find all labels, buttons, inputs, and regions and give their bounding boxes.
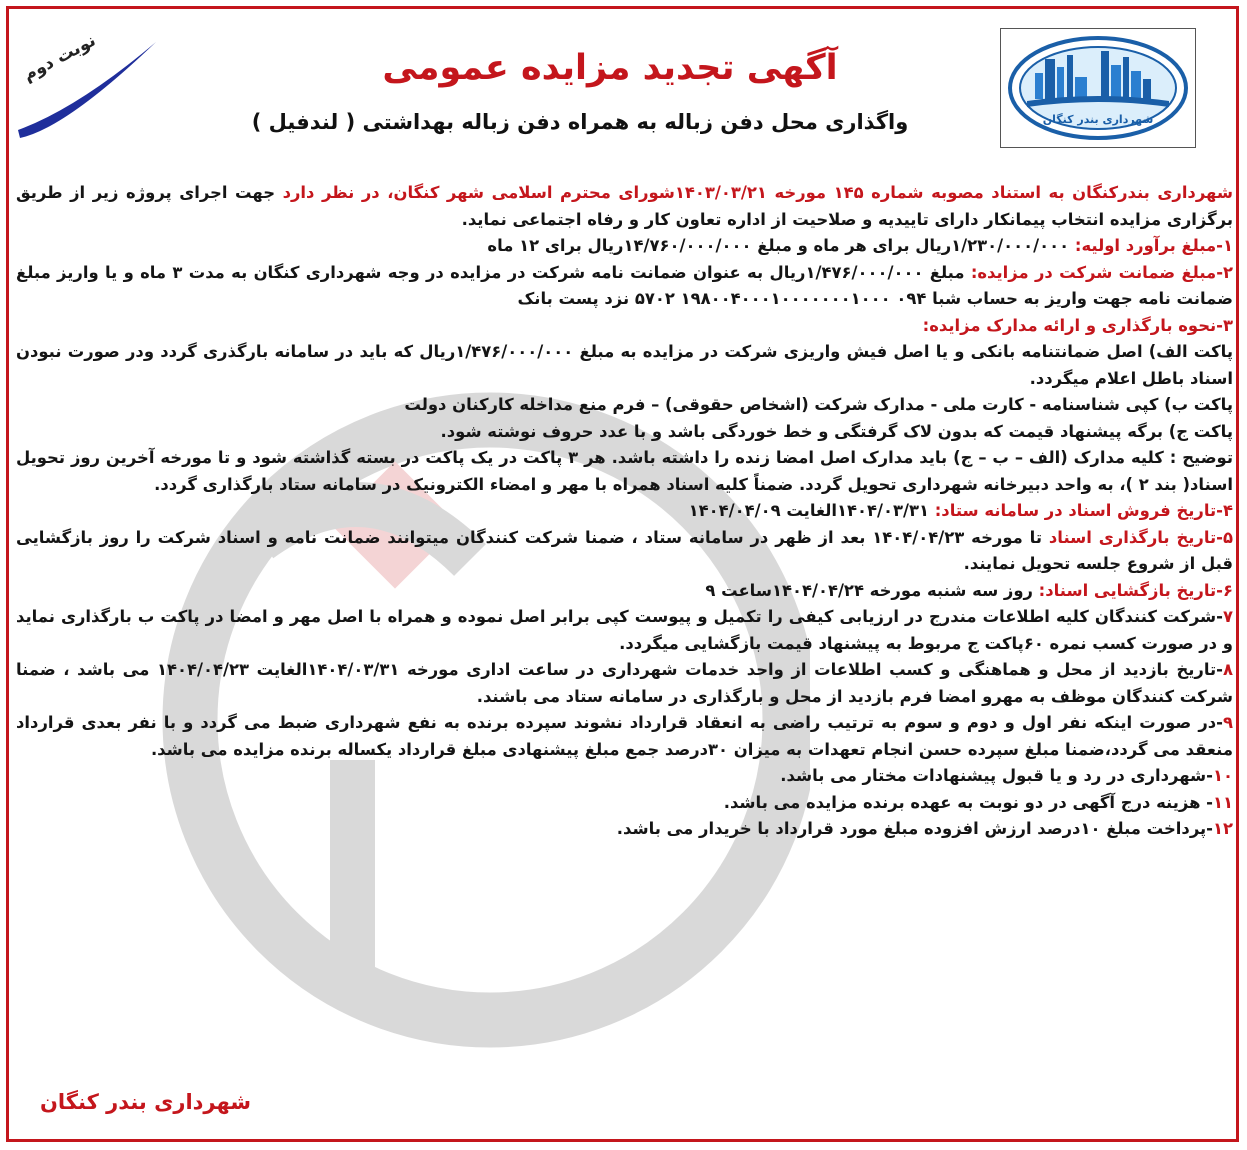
note-paragraph: توضیح : کلیه مدارک (الف – ب – ج) باید مدارک اصل امضا زنده را داشته باشد. هر ۳ پاکت در یک پاکت در بسته گذاشته شود و تا مورخه آخرین روز تحویل اسناد( بند ۲ )، به واحد دبیرخانه شهرداری تحویل گردد. ضمناً کلیه اسناد همراه با مهر و امضاء الکترونیک در سامانه ستاد بارگذاری گردد. [16,448,1233,494]
item-5 [16,525,1233,578]
item-5-text: تا مورخه ۱۴۰۴/۰۴/۲۳ بعد از ظهر در سامانه ستاد ، ضمنا شرکت کنندگان میتوانند ضمانت نامه و اسناد شرکت را روز بازگشایی قبل از شروع جلسه تحویل نمایند. [16,527,1233,573]
item-4-text: ۱۴۰۴/۰۳/۳۱الغایت ۱۴۰۴/۰۴/۰۹ [688,501,935,520]
item-11-label: ۱۱ [1212,792,1233,812]
notice-body [16,180,1233,843]
item-9-text: -در صورت اینکه نفر اول و دوم و سوم به ترتیب راضی به انعقاد قرارداد نشوند سپرده برنده به نفع شهرداری ضبط می گردد و با نفر بعدی قرارداد منعقد می گردد،ضمنا مبلغ سپرده حسن انجام تعهدات به میزان ۳۰درصد جمع مبلغ پیشنهادی مبلغ قرارداد یکساله برنده مزایده می باشد. [16,713,1233,759]
item-2 [16,260,1233,313]
item-9-label: ۹ [1222,713,1233,732]
item-9 [16,710,1233,763]
item-10-label: ۱۰ [1212,766,1233,785]
signature: شهرداری بندر کنگان [40,1090,251,1114]
packet-a: پاکت الف) اصل ضمانتنامه بانکی و یا اصل فیش واریزی شرکت در مزایده به مبلغ ۱/۴۷۶/۰۰۰/۰۰۰ریال که باید در سامانه بارگذری گردد ودر صورت نبودن اسناد باطل اعلام میگردد. [16,342,1233,388]
item-12-text: -پرداخت مبلغ ۱۰درصد ارزش افزوده مبلغ مورد قرارداد با خریدار می باشد. [616,819,1213,838]
item-11 [16,790,1233,817]
item-1 [16,233,1233,260]
item-4 [16,498,1233,525]
item-8 [16,657,1233,710]
municipality-logo [1000,28,1196,148]
page-subtitle: واگذاری محل دفن زباله به همراه دفن زباله بهداشتی ( لندفیل ) [251,110,909,134]
city-skyline-icon [1001,29,1195,147]
intro-paragraph [16,180,1233,233]
item-8-label: ۸ [1222,660,1233,679]
item-3-label: ۳-نحوه بارگذاری و ارائه مدارک مزایده: [922,315,1233,335]
item-2-label: ۲-مبلغ ضمانت شرکت در مزایده: [970,262,1234,282]
item-7-label: ۷ [1222,607,1233,626]
item-10 [16,763,1233,790]
packet-b: پاکت ب) کپی شناسنامه - کارت ملی - مدارک شرکت (اشخاص حقوقی) – فرم منع مداخله کارکنان دولت [404,395,1233,414]
item-1-text: ۱/۲۳۰/۰۰۰/۰۰۰ریال برای هر ماه و مبلغ ۱۴/۷۶۰/۰۰۰/۰۰۰ریال برای ۱۲ ماه [487,236,1075,255]
round-badge [6,6,156,156]
item-12-label: ۱۲ [1212,819,1233,838]
badge-label: نوبت دوم [19,30,100,86]
item-7 [16,604,1233,657]
item-10-text: -شهرداری در رد و یا قبول پیشنهادات مختار می باشد. [780,766,1213,785]
item-6-label: ۶-تاریخ بازگشایی اسناد: [1038,580,1233,600]
item-4-label: ۴-تاریخ فروش اسناد در سامانه ستاد: [934,501,1233,520]
item-6-text: روز سه شنبه مورخه ۱۴۰۴/۰۴/۲۴ساعت ۹ [705,580,1039,600]
logo-text: شهرداری بندر کنگان [1042,113,1154,126]
page-title: آگهی تجدید مزایده عمومی [382,48,838,88]
item-7-text: -شرکت کنندگان کلیه اطلاعات مندرج در ارزیابی کیفی را تکمیل و پیوست کپی برابر اصل نموده و همراه با اصل مهر و امضا در پاکت ب بارگذاری نماید و در صورت کسب نمره ۶۰پاکت ج مربوط به پیشنهاد قیمت بازگشایی میگردد. [16,607,1233,653]
item-2-text: مبلغ ۱/۴۷۶/۰۰۰/۰۰۰ریال به عنوان ضمانت نامه شرکت در مزایده در وجه شهرداری کنگان به مدت ۳ ماه و یا واریز مبلغ ضمانت نامه جهت واریز به حساب شبا ۰۹۴ ۱۹۸۰۰۴۰۰۰۱۰۰۰۰۰۰۰۱۰۰۰ ۵۷۰۲ نزد پست بانک [16,262,1233,308]
intro-rest: جهت اجرای پروژه زیر از طریق برگزاری مزایده انتخاب پیمانکار دارای تاییدیه و صلاحیت از اداره تعاون کار و رفاه اجتماعی نماید. [16,183,1233,229]
item-6 [16,578,1233,605]
item-3 [16,313,1233,340]
item-1-label: ۱-مبلغ برآورد اولیه: [1074,236,1233,255]
item-11-text: - هزینه درج آگهی در دو نوبت به عهده برنده مزایده می باشد. [723,792,1213,812]
intro-lead: شهرداری بندرکنگان به استناد مصوبه شماره ۱۴۵ مورخه ۱۴۰۳/۰۳/۲۱شورای محترم اسلامی شهر کنگان، در نظر دارد [282,183,1233,202]
item-5-label: ۵-تاریخ بارگذاری اسناد [1048,527,1233,547]
item-12 [16,816,1233,843]
item-8-text: -تاریخ بازدید از محل و هماهنگی و کسب اطلاعات از واحد خدمات شهرداری در ساعت اداری مورخه ۱۴۰۴/۰۳/۳۱الغایت ۱۴۰۴/۰۴/۲۳ می باشد ، ضمنا شرکت کنندگان موظف به مهرو امضا فرم بازدید از محل و بارگذاری در سامانه ستاد می باشند. [16,660,1233,706]
packet-c: پاکت ج) برگه پیشنهاد قیمت که بدون لاک گرفتگی و خط خوردگی باشد و با عدد حروف نوشته شود. [440,421,1233,441]
